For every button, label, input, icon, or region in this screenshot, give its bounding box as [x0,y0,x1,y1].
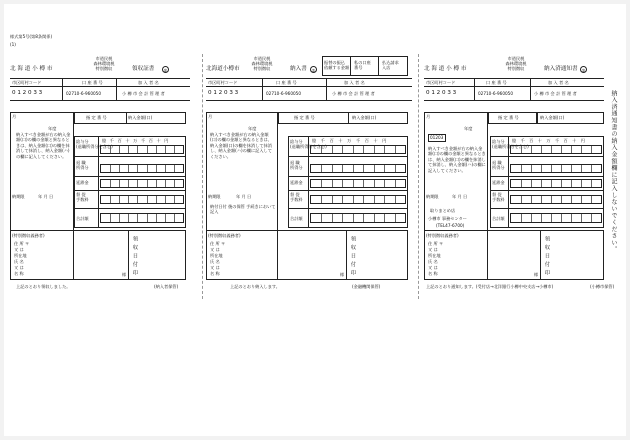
digit-separator [581,180,582,187]
digit-separator [342,196,343,203]
arrears-label: 督 促 手数料 [290,192,303,202]
digit-separator [384,214,385,222]
designation-no: 02710-6-960050 [478,91,513,96]
or2-label: 又 は [428,265,438,270]
digit-separator [541,214,542,222]
deadline-year: 年 月 日 [38,194,54,199]
arrears-digits [310,195,406,204]
digit-separator [521,146,522,153]
address-label: 住 所 〒 [210,241,226,246]
digit-separator [591,146,592,153]
title-label: 名 称 [210,271,220,276]
digit-separator [147,196,148,203]
payment-amount-label: 納入金額(口) [352,115,377,120]
digit-separator [353,196,354,203]
deadline-year: 年 月 日 [236,194,252,199]
digit-separator [156,165,157,172]
month-label: 月 [208,114,213,119]
digit-separator [147,146,148,153]
code-box-value: 01203 [430,135,444,140]
digit-separator [353,146,354,153]
digit-separator [531,214,532,222]
digit-separator [137,165,138,172]
retirement-label: 退 職 所得分 [492,160,505,170]
digit-separator [374,196,375,203]
name-label: 氏 名 [428,259,438,264]
digit-separator [119,214,120,222]
digit-separator [174,196,175,203]
seal-circle: ⑤ [163,68,168,73]
digit-separator [571,165,572,172]
total-digits [100,213,184,223]
digit-separator [521,196,522,203]
payee-name: 小 樽 市 会 計 管 理 者 [534,91,577,96]
or2-label: 又 は [14,265,24,270]
digit-separator [374,165,375,172]
digit-separator [363,180,364,187]
digit-separator [395,165,396,172]
digit-separator [342,180,343,187]
digit-separator [521,214,522,222]
tax-payment-form [4,4,626,436]
digit-separator [119,180,120,187]
deadline-label: 納期限 [208,194,221,199]
payment-amount-label: 納入金額(口) [128,115,153,120]
fiscal-year-label: 年度 [464,126,473,131]
digit-separator [561,196,562,203]
digit-separator [332,180,333,187]
or-label: 又 は [210,247,220,252]
digit-header: 億千百十万千百十円 [312,138,392,143]
footer-left: 上記のとおり領収しました。 [16,284,71,289]
collection-date-label: 領 収 日 付 印 [544,236,550,276]
arrears-digits [100,195,184,204]
digit-separator [591,165,592,172]
payee-label: 加 入 者 名 [344,80,365,85]
designation-no: 02710-6-960050 [266,91,301,96]
digit-separator [541,146,542,153]
digit-separator [110,196,111,203]
deposit-1: 振替の振込 依頼する金額 [324,60,350,70]
name-label: 氏 名 [210,259,220,264]
title-label: 名 称 [14,271,24,276]
digit-separator [137,196,138,203]
number-mark: (1) [10,42,16,47]
digit-separator [531,165,532,172]
footer-left: 上記のとおり納入します。 [230,284,280,289]
retirement-digits [510,164,602,173]
digit-separator [531,180,532,187]
digit-separator [128,196,129,203]
digit-separator [174,165,175,172]
payee-label: 加 入 者 名 [548,80,569,85]
name-label: 氏 名 [14,259,24,264]
digit-separator [591,180,592,187]
city-code: 0 1 2 0 3 3 [12,90,43,96]
retirement-label: 退 職 所得分 [290,160,303,170]
footer-left: 上記のとおり通知します。(受付店→北洋銀行小樽中央支店→小樽市) [426,284,554,289]
city-code: 0 1 2 0 3 3 [426,90,457,96]
city-code-label: 市区町村コード [426,80,456,85]
digit-separator [174,214,175,222]
fiscal-year-label: 年度 [248,126,257,131]
instruction: 納入すべき金額が右の納入金額(口)の欄の金額と異なるときは、納入金額(口)の欄を抹消して抹消し、納入金額(ハ)の欄に記入してください。 [428,146,486,173]
salary-tax-label: 給与分 (退職所得分を含む) [76,139,113,149]
digit-separator [165,146,166,153]
digit-separator [541,196,542,203]
digit-separator [156,196,157,203]
payment-amount-label: 納入金額(口) [540,115,565,120]
digit-separator [571,146,572,153]
retirement-digits [310,164,406,173]
collector-label: (特別徴収義務者) [208,233,241,238]
tax-types: 市道民税 森林環境税 特別徴収 [505,56,527,71]
digit-separator [321,180,322,187]
digit-separator [156,146,157,153]
or-label: 又 は [428,247,438,252]
account-no-label: 口 座 番 号 [276,80,297,85]
digit-separator [156,214,157,222]
retirement-label: 退 職 所得分 [76,160,89,170]
total-digits [510,213,602,223]
penalty-digits [100,179,184,188]
city-name: 北 海 道 小 樽 市 [10,66,53,72]
salary-digits [100,145,184,154]
digit-separator [147,180,148,187]
digit-separator [353,165,354,172]
digit-separator [581,146,582,153]
penalty-digits [310,179,406,188]
digit-separator [119,165,120,172]
designation-label: 指 定 番 号 [294,115,315,120]
vertical-note: 納入済通知書の納入金額欄に記入しないでください。 [610,90,617,254]
footer-right: (納入者保管) [154,284,179,289]
digit-separator [551,180,552,187]
digit-separator [551,196,552,203]
penalty-label: 延滞金 [76,180,89,185]
digit-separator [571,180,572,187]
digit-header: 億千百十万千百十円 [512,138,590,143]
digit-separator [384,146,385,153]
digit-separator [384,180,385,187]
digit-separator [374,146,375,153]
digit-separator [541,180,542,187]
total-label: 合計額 [492,216,505,221]
title-label: 名 称 [428,271,438,276]
digit-separator [165,180,166,187]
digit-separator [541,165,542,172]
deadline-label: 納期限 [12,194,25,199]
payee-label: 加 入 者 名 [138,80,159,85]
deadline-label: 納期限 [426,194,439,199]
handler-name: 小樽市 事務センター [428,216,467,221]
arrears-label: 督 促 手数料 [492,192,505,202]
digit-separator [137,180,138,187]
footer-right: (金融機関保管) [352,284,381,289]
collection-date-label: 領 収 日 付 印 [350,236,356,276]
location-label: 所在地 [210,253,223,258]
digit-separator [128,165,129,172]
digit-separator [110,180,111,187]
digit-separator [342,146,343,153]
digit-separator [395,180,396,187]
deposit-2: 私の口座 番号 [354,60,371,70]
digit-separator [561,180,562,187]
digit-separator [561,165,562,172]
digit-separator [531,196,532,203]
salary-digits [310,145,406,154]
digit-separator [119,196,120,203]
digit-separator [384,165,385,172]
part-title: 納入済通知書 [544,66,578,72]
digit-header: 億千百十万千百十円 [102,138,173,143]
month-label: 月 [426,114,431,119]
digit-separator [571,214,572,222]
digit-separator [165,196,166,203]
handler-label: 取りまとめ店 [430,208,456,213]
digit-separator [395,196,396,203]
handler-phone: (TEL47-6700) [436,223,465,228]
penalty-digits [510,179,602,188]
account-no-label: 口 座 番 号 [486,80,507,85]
arrears-digits [510,195,602,204]
payee-name: 小 樽 市 会 計 管 理 者 [122,91,165,96]
digit-separator [342,165,343,172]
address-label: 住 所 〒 [428,241,444,246]
digit-separator [321,214,322,222]
city-name: 北海道小樽市 [206,66,240,72]
instruction: 納入すべき金額が右の納入金額(口)の欄の金額と異なるときは、納入金額(口)の欄を抹消して抹消し、納入金額(ハ)の欄に記入してください。 [210,132,272,159]
digit-separator [342,214,343,222]
fiscal-year-label: 年度 [48,126,57,131]
payee-name: 小 樽 市 会 計 管 理 者 [332,91,375,96]
digit-separator [561,146,562,153]
footer-right: (小樽市保管) [590,284,615,289]
digit-separator [156,180,157,187]
collector-label: (特別徴収義務者) [12,233,45,238]
digit-separator [591,214,592,222]
digit-separator [137,146,138,153]
digit-separator [119,146,120,153]
arrears-label: 督 促 手数料 [76,192,89,202]
retirement-digits [100,164,184,173]
digit-separator [174,146,175,153]
collector-label: (特別徴収義務者) [426,233,459,238]
penalty-label: 延滞金 [290,180,303,185]
digit-separator [128,180,129,187]
digit-separator [321,196,322,203]
seal-circle: ③ [581,68,586,73]
digit-separator [321,146,322,153]
city-code-label: 市区町村コード [12,80,42,85]
digit-separator [147,165,148,172]
salary-digits [510,145,602,154]
digit-separator [147,214,148,222]
digit-separator [128,214,129,222]
digit-separator [353,214,354,222]
digit-separator [581,214,582,222]
seal-label: 様 [340,272,345,277]
digit-separator [551,165,552,172]
digit-separator [332,146,333,153]
location-label: 所在地 [428,253,441,258]
or2-label: 又 は [210,265,220,270]
digit-separator [332,196,333,203]
digit-separator [363,214,364,222]
penalty-label: 延滞金 [492,180,505,185]
digit-separator [137,214,138,222]
digit-separator [374,180,375,187]
salary-tax-label: 給与分 (退職所得分を含む) [290,139,327,149]
salary-tax-label: 給与分 (退職所得分を含む) [492,139,529,149]
digit-separator [551,214,552,222]
digit-separator [332,214,333,222]
location-label: 所在地 [14,253,27,258]
digit-separator [110,214,111,222]
digit-separator [581,196,582,203]
designation-label: 指 定 番 号 [498,115,519,120]
digit-separator [384,196,385,203]
digit-separator [165,165,166,172]
digit-separator [591,196,592,203]
digit-separator [395,146,396,153]
designation-label: 指 定 番 号 [86,115,107,120]
deposit-3: 払込請求 入店 [382,60,399,70]
collection-date-label: 領 収 日 付 印 [132,236,138,276]
digit-separator [363,165,364,172]
part-title: 納入書 [290,66,307,72]
total-label: 合計額 [290,216,303,221]
deadline-year: 年 月 日 [452,194,468,199]
digit-separator [128,146,129,153]
part-title: 領収証書 [132,66,155,72]
digit-separator [353,180,354,187]
seal-circle: ② [311,68,316,73]
city-code: 0 1 2 0 3 3 [208,90,239,96]
total-label: 合計額 [76,216,89,221]
month-label: 月 [12,114,17,119]
seal-label: 様 [534,272,539,277]
digit-separator [531,146,532,153]
total-digits [310,213,406,223]
stamp-note: 納付日付 後の保管 手続きにおいて記入 [210,204,276,214]
digit-separator [521,165,522,172]
digit-separator [174,180,175,187]
digit-separator [395,214,396,222]
account-no-label: 口 座 番 号 [82,80,103,85]
instruction: 納入すべき金額が右の納入金額(口)の欄の金額と異なるときは、納入金額(口)の欄を抹消して抹消し、納入金額(ハ)の欄に記入してください。 [16,132,71,159]
digit-separator [363,196,364,203]
digit-separator [110,165,111,172]
digit-separator [521,180,522,187]
designation-no: 02710-6-960050 [66,91,101,96]
tax-types: 市道民税 森林環境税 特別徴収 [93,56,115,71]
digit-separator [571,196,572,203]
address-label: 住 所 〒 [14,241,30,246]
or-label: 又 は [14,247,24,252]
digit-separator [363,146,364,153]
digit-separator [165,214,166,222]
digit-separator [321,165,322,172]
city-name: 北 海 道 小 樽 市 [424,66,467,72]
city-code-label: 市区町村コード [208,80,238,85]
digit-separator [374,214,375,222]
digit-separator [561,214,562,222]
form-header: 様式第5号(第8条関係) [10,34,53,39]
seal-label: 様 [122,272,127,277]
digit-separator [332,165,333,172]
digit-separator [581,165,582,172]
tax-types: 市道民税 森林環境税 特別徴収 [251,56,273,71]
digit-separator [110,146,111,153]
digit-separator [551,146,552,153]
